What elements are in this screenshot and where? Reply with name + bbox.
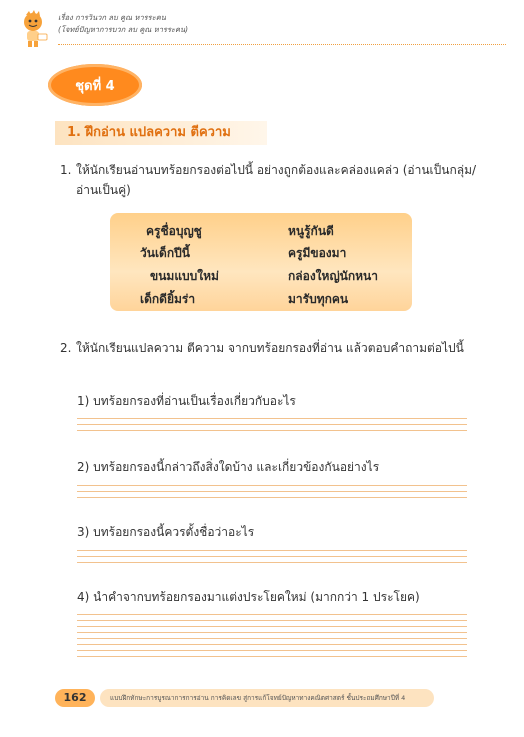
header-divider bbox=[58, 44, 506, 45]
question-1 bbox=[60, 160, 480, 200]
answer-lines-1[interactable] bbox=[77, 418, 467, 436]
header-title bbox=[58, 12, 188, 36]
poem-line-1-left: ครูชื่อบุญชู bbox=[146, 224, 202, 238]
poem-line-2-right: ครูมีของมา bbox=[288, 246, 347, 260]
footer-title: แบบฝึกทักษะการบูรณาการการอ่าน การคิดเลข สู่การแก้โจทย์ปัญหาทางคณิตศาสตร์ ชั้นประถมศึกษาปีที่ 4 bbox=[100, 689, 434, 707]
poem-line-3-right: กล่องใหญ่นักหนา bbox=[288, 269, 378, 283]
mascot-icon bbox=[18, 10, 56, 48]
answer-lines-4[interactable] bbox=[77, 614, 467, 662]
sub-question-4: 4) นำคำจากบทร้อยกรองมาแต่งประโยคใหม่ (มากกว่า 1 ประโยค) bbox=[77, 590, 420, 604]
set-badge: ชุดที่ 4 bbox=[48, 64, 142, 106]
header-line-2: (โจทย์ปัญหาการบวก ลบ คูณ หารระคน) bbox=[58, 25, 189, 34]
sub-question-2: 2) บทร้อยกรองนี้กล่าวถึงสิ่งใดบ้าง และเกี่ยวข้องกันอย่างไร bbox=[77, 460, 380, 474]
poem-line-4-right: มารับทุกคน bbox=[288, 292, 349, 306]
page-header bbox=[18, 10, 506, 50]
question-2 bbox=[60, 338, 480, 358]
answer-lines-2[interactable] bbox=[77, 485, 467, 503]
question-1-text: ให้นักเรียนอ่านบทร้อยกรองต่อไปนี้ อย่างถูกต้องและคล่องแคล่ว (อ่านเป็นกลุ่ม/อ่านเป็นคู่) bbox=[76, 163, 477, 197]
poem-line-2-left: วันเด็กปีนี้ bbox=[140, 246, 190, 260]
poem-line-3-left: ขนมแบบใหม่ bbox=[150, 269, 219, 283]
section-title: 1. ฝึกอ่าน แปลความ ตีความ bbox=[55, 121, 267, 145]
poem-line-4-left: เด็กดียิ้มร่า bbox=[140, 292, 196, 306]
question-2-number: 2. bbox=[60, 341, 72, 355]
sub-question-3: 3) บทร้อยกรองนี้ควรตั้งชื่อว่าอะไร bbox=[77, 525, 255, 539]
poem-box bbox=[110, 213, 412, 311]
poem-line-1-right: หนูรู้กันดี bbox=[288, 224, 334, 238]
header-line-1: เรื่อง การวินวก ลบ คูณ หารระคน bbox=[58, 13, 166, 22]
page-number: 162 bbox=[55, 689, 95, 707]
question-2-text: ให้นักเรียนแปลความ ตีความ จากบทร้อยกรองที่อ่าน แล้วตอบคำถามต่อไปนี้ bbox=[76, 341, 464, 355]
answer-lines-3[interactable] bbox=[77, 550, 467, 568]
sub-question-1: 1) บทร้อยกรองที่อ่านเป็นเรื่องเกี่ยวกับอะไร bbox=[77, 394, 296, 408]
question-1-number: 1. bbox=[60, 163, 72, 177]
